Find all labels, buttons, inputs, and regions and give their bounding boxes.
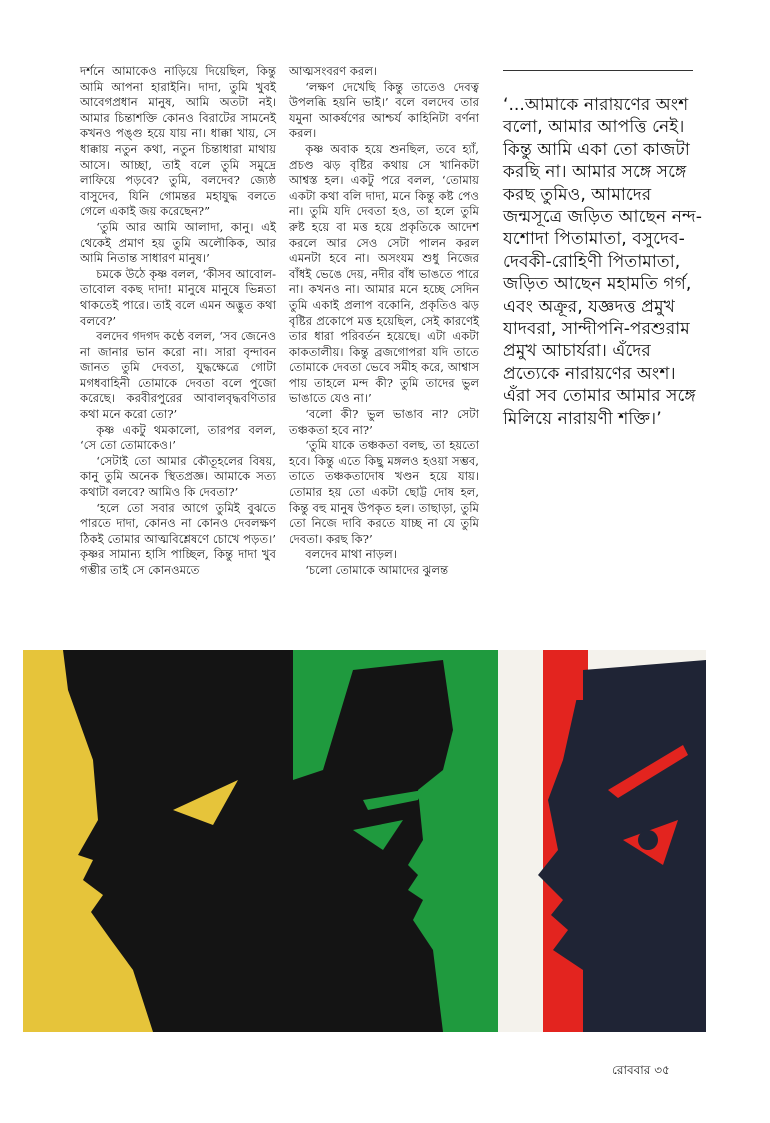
paragraph: ‘হলে তো সবার আগে তুমিই বুঝতে পারতে দাদা, কোনও না কোনও দেবলক্ষণ ঠিকই তোমার আত্মবিশ্লেষণে চোখে পড়ত।’ কৃষ্ণর সামান্য হাসি পাচ্ছিল, কিন্তু দাদা খুব গম্ভীর তাই সে কোনওমতে [80, 500, 276, 577]
page-footer: রোববার ৩৫ [612, 1063, 670, 1077]
paragraph: বলদেব গদগদ কণ্ঠে বলল, ‘সব জেনেও না জানার ভান করো না। সারা বৃন্দাবন জানত তুমি দেবতা, যুদ্ধক্ষেত্রে গোটা মগধবাহিনী তোমাকে দেবতা বলে পুজো করেছে। করবীরপুরের আবালবৃদ্ধবণিতার কথা মনে করো তো?’ [80, 329, 276, 422]
paragraph: ‘তুমি যাকে তঞ্চকতা বলছ, তা হয়তো হবে। কিন্তু এতে কিছু মঙ্গলও হওয়া সম্ভব, তাতে তঞ্চকতাদোষ খণ্ডন হয়ে যায়। তোমার হয় তো একটা ছোট্ট দোষ হল, কিন্তু বহু মানুষ উপকৃত হল। তাছাড়া, তুমি তো নিজে দাবি করতে যাচ্ছ না যে তুমি দেবতা। করছ কি?’ [289, 438, 479, 546]
text-column-left [80, 64, 276, 579]
paragraph: কৃষ্ণ অবাক হয়ে শুনছিল, তবে হ্যাঁ, প্রচণ্ড ঝড় বৃষ্টির কথায় সে খানিকটা আশ্বস্ত হল। একটু পরে বলল, ‘তোমায় একটা কথা বলি দাদা, মনে কিন্তু কষ্ট পেও না। তুমি যদি দেবতা হও, তা হলে তুমি রুষ্ট হয়ে বা মত্ত হয়ে প্রকৃতিকে আদেশ করলে আর সেও সেটা পালন করল এমনটা হবে না। অসংযম শুধু নিজের বাঁধই ভেঙে দেয়, নদীর বাঁধ ভাঙতে পারে না। কখনও না। আমার মনে হচ্ছে সেদিন তুমি একাই প্রলাপ বকোনি, প্রকৃতিও ঝড় বৃষ্টির প্রকোপে মত্ত হয়েছিল, সেই কারণেই তার ধারা পরিবর্তন হয়েছে। এটা একটা কাকতালীয়। কিন্তু ব্রজগোপরা যদি তাতে তোমাকে দেবতা ভেবে সমীহ করে, আশ্বাস পায় তাহলে মন্দ কী? তুমি তাদের ভুল ভাঙাতে যেও না।’ [289, 141, 479, 406]
paragraph: বলদেব মাথা নাড়ল। [305, 547, 397, 562]
pull-quote-rule [503, 70, 693, 71]
paragraph: ‘সেটাই তো আমার কৌতূহলের বিষয়, কানু তুমি অনেক স্থিতপ্রজ্ঞ। আমাকে সত্য কথাটা বলবে? আমিও কি দেবতা?’ [80, 453, 276, 500]
illustration-svg [23, 650, 706, 1032]
red-accent-strip [543, 650, 583, 700]
paper-cut-faces-illustration [23, 650, 706, 1032]
pull-quote: ‘...আমাকে নারায়ণের অংশ বলো, আমার আপত্তি নেই। কিন্তু আমি একা তো কাজটা করছি না। আমার সঙ্গে সঙ্গে করছ তুমিও, আমাদের জন্মসূত্রে জড়িত আছেন নন্দ-যশোদা পিতামাতা, বসুদেব-দেবকী-রোহিণী পিতামাতা, জড়িত আছেন মহামতি গর্গ, এবং অক্রূর, যজ্ঞদত্ত প্রমুখ যাদবরা, সান্দীপনি-পরশুরাম প্রমুখ আচার্যরা। এঁদের প্রত্যেকে নারায়ণের অংশ। এঁরা সব তোমার আমার সঙ্গে মিলিয়ে নারায়ণী শক্তি।’ [503, 95, 703, 429]
paragraph: চমকে উঠে কৃষ্ণ বলল, ‘কীসব আবোল-তাবোল বকছ দাদা! মানুষে মানুষে ভিন্নতা থাকতেই পারে। তাই বলে এমন অদ্ভুত কথা বলবে?’ [80, 266, 276, 328]
paragraph: ‘বলো কী? ভুল ভাঙাব না? সেটা তঞ্চকতা হবে না?’ [289, 407, 479, 437]
paragraph: ‘লক্ষণ দেখেছি কিন্তু তাতেও দেবত্ব উপলব্ধি হয়নি ভাই।’ বলে বলদেব তার যমুনা আকর্ষণের আশ্চর্য কাহিনিটা বর্ণনা করল। [289, 79, 479, 141]
face-3-pupil [638, 830, 658, 850]
text-column-middle [289, 64, 479, 579]
white-panel [498, 650, 543, 1032]
paragraph: কৃষ্ণ একটু থমকালো, তারপর বলল, ‘সে তো তোমাকেও।’ [80, 422, 276, 453]
paragraph: ‘তুমি আর আমি আলাদা, কানু। এই থেকেই প্রমাণ হয় তুমি অলৌকিক, আর আমি নিতান্ত সাধারণ মানুষ।’ [80, 219, 276, 266]
paragraph: দর্শনে আমাকেও নাড়িয়ে দিয়েছিল, কিন্তু আমি আপনা হারাইনি। দাদা, তুমি খুবই আবেগপ্রধান মানুষ, আমি অতটা নই। আমার চিন্তাশক্তি কোনও বিরাটের সামনেই কখনও পঙ্গু হয়ে যায় না। ধাক্কা খায়, সে ধাক্কায় নতুন কথা, নতুন চিন্তাধারা মাথায় আসে। আচ্ছা, তাই বলে তুমি সমুদ্রে লাফিয়ে পড়বে? তুমি, বলদেব? জ্যেষ্ঠ বাসুদেব, যিনি গোমন্তর মহাযুদ্ধ বলতে গেলে একাই জয় করেছেন?” [80, 64, 276, 219]
paragraph: ‘চলো তোমাকে আমাদের ঝুলন্ত [305, 563, 449, 577]
paragraph: আত্মসংবরণ করল। [289, 64, 378, 78]
